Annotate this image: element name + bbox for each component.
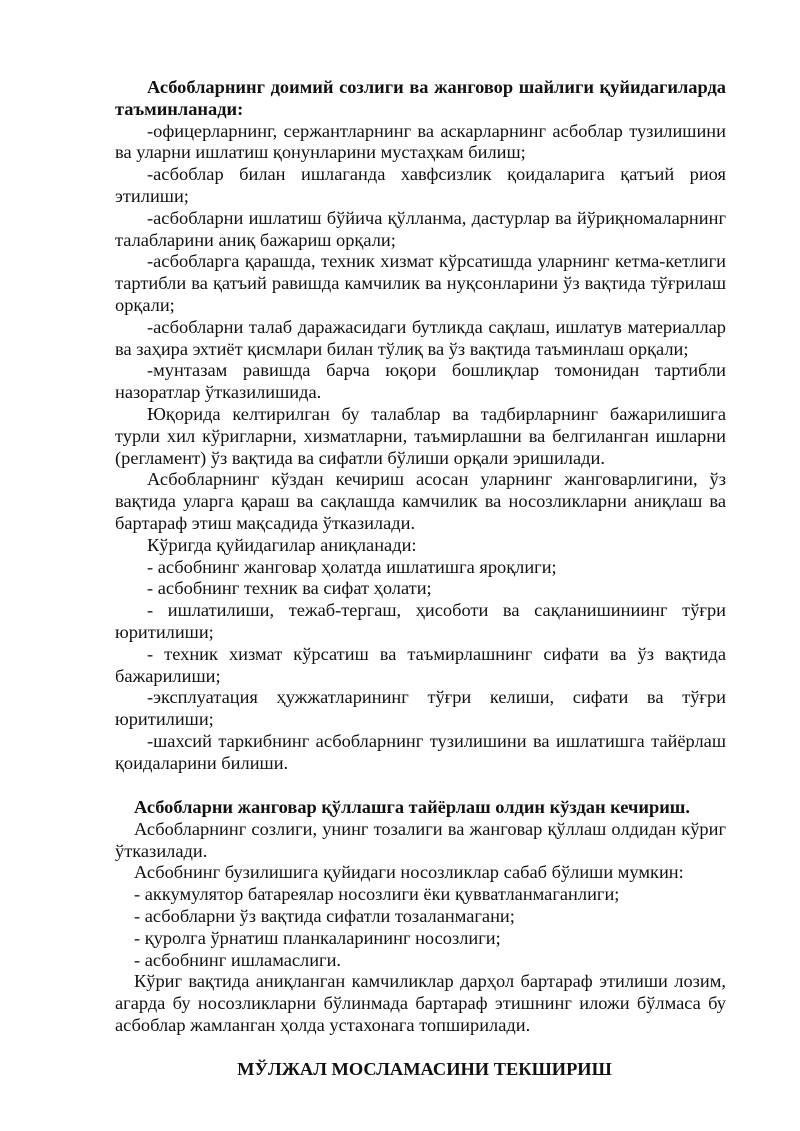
paragraph: - асбобнинг ишламаслиги. <box>134 949 342 970</box>
paragraph: -мунтазам равишда барча юқори бошлиқлар томонидан тартибли назоратлар ўтказилишида. <box>115 360 726 403</box>
section-title: Асбобларнинг доимий созлиги ва жанговор шайлиги қуйидагиларда таъминланади: <box>115 77 726 119</box>
section-title: Асбобларни жанговар қўллашга тайёрлаш олдин кўздан кечириш. <box>134 797 690 817</box>
paragraph: Асбобларнинг кўздан кечириш асосан уларнинг жанговарлигини, ўз вақтида уларга қараш ва сақлашда камчилик ва носозликларни аниқлаш ва бартараф этиш мақсадида ўтказилади. <box>115 469 726 533</box>
paragraph: - қуролга ўрнатиш планкаларининг носозлиги; <box>134 927 501 948</box>
paragraph: -асбобларни талаб даражасидаги бутликда сақлаш, ишлатув материаллар ва заҳира эхтиёт қисмлари билан тўлиқ ва ўз вақтида таъминлаш орқали; <box>115 316 726 359</box>
paragraph: Кўригда қуйидагилар аниқланади: <box>147 534 417 555</box>
section-maintenance-requirements <box>115 77 726 775</box>
paragraph: Кўриг вақтида аниқланган камчиликлар дарҳол бартараф этилиши лозим, агарда бу носозликларни бўлинмада бартараф этишнинг иложи бўлмаса бу асбоблар жамланган ҳолда устахонага топширилади. <box>115 971 726 1035</box>
section-pre-combat-inspection <box>115 797 726 1037</box>
paragraph: -шахсий таркибнинг асбобларнинг тузилишини ва ишлатишга тайёрлаш қоидаларини билиши. <box>115 730 726 773</box>
paragraph: - асбобнинг жанговар ҳолатда ишлатишга яроқлиги; <box>147 556 557 577</box>
paragraph: -асбобларни ишлатиш бўйича қўлланма, дастурлар ва йўриқномаларнинг талабларини аниқ бажариш орқали; <box>115 207 726 250</box>
paragraph: - асбобнинг техник ва сифат ҳолати; <box>147 578 432 599</box>
paragraph: -офицерларнинг, сержантларнинг ва аскарларнинг асбоблар тузилишини ва уларни ишлатиш қонунларини мустаҳкам билиш; <box>115 120 726 163</box>
paragraph: - ишлатилиши, тежаб-тергаш, ҳисоботи ва сақланишиниинг тўғри юритилиши; <box>115 600 726 642</box>
paragraph: Асбобларнинг созлиги, унинг тозалиги ва жанговар қўллаш олдидан кўриг ўтказилади. <box>115 818 726 861</box>
paragraph: -асбоблар билан ишлаганда хавфсизлик қоидаларига қатъий риоя этилиши; <box>115 164 726 206</box>
paragraph: -эксплуатация ҳужжатларининг тўғри келиши, сифати ва тўғри юритилиши; <box>115 687 726 730</box>
paragraph: Асбобнинг бузилишига қуйидаги носозликлар сабаб бўлиши мумкин: <box>134 862 684 883</box>
section-heading-sight-check: МЎЛЖАЛ МОСЛАМАСИНИ ТЕКШИРИШ <box>237 1059 612 1079</box>
paragraph: -асбобларга қарашда, техник хизмат кўрсатишда уларнинг кетма-кетлиги тартибли ва қатъий равишда камчилик ва нуқсонларини ўз вақтида тўғрилаш орқали; <box>115 251 726 315</box>
paragraph: - техник хизмат кўрсатиш ва таъмирлашнинг сифати ва ўз вақтида бажарилиши; <box>115 643 726 686</box>
paragraph: - асбобларни ўз вақтида сифатли тозаланмагани; <box>134 905 515 926</box>
paragraph: Юқорида келтирилган бу талаблар ва тадбирларнинг бажарилишига турли хил кўригларни, хизматларни, таъмирлашни ва белгиланган ишларни (регламент) ўз вақтида ва сифатли бўлиши орқали эришилади. <box>115 403 726 468</box>
paragraph: - аккумулятор батареялар носозлиги ёки қувватланмаганлиги; <box>134 884 620 905</box>
